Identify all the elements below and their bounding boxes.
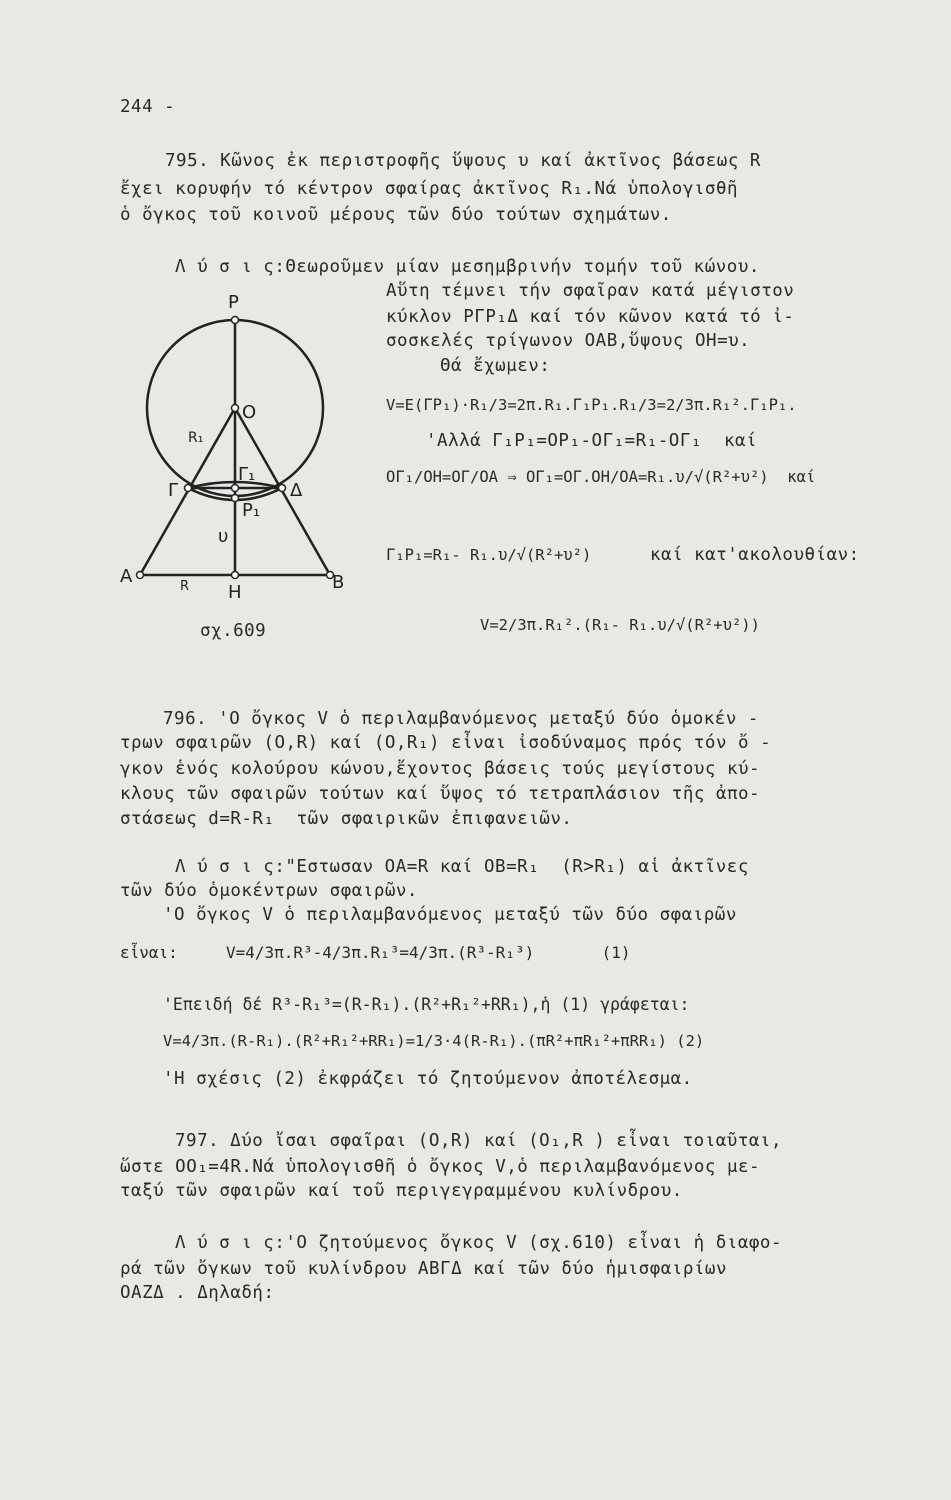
point-h: [232, 572, 239, 579]
problem-796-line-3: γκον ἑνός κολούρου κώνου,ἔχοντος βάσεις τούς μεγίστους κύ-: [120, 759, 761, 779]
problem-796-line-2: τρων σφαιρῶν (Ο,R) καί (Ο,R₁) εἶναι ἰσοδύναμος πρός τόν ὄ -: [120, 733, 772, 753]
solution-796-line-4: εἶναι: V=4/3π.R³-4/3π.R₁³=4/3π.(R³-R₁³) (1): [120, 943, 631, 962]
equation-g1p1: Γ₁Ρ₁=R₁- R₁.υ/√(R²+υ²): [386, 546, 592, 564]
solution-795-line-4: σοσκελές τρίγωνον ΟΑΒ,ὕψους ΟΗ=υ.: [386, 331, 751, 351]
problem-797-line-3: ταξύ τῶν σφαιρῶν καί τοῦ περιγεγραμμένου κυλίνδρου.: [120, 1181, 683, 1201]
label-p1: P₁: [242, 500, 261, 521]
solution-795-line-1: Λ ύ σ ι ς:Θεωροῦμεν μίαν μεσημβρινήν τομήν τοῦ κώνου.: [175, 257, 760, 277]
solution-796-line-1: Λ ύ σ ι ς:"Εστωσαν ΟΑ=R καί ΟΒ=R₁ (R>R₁) αἱ ἀκτῖνες: [175, 857, 749, 877]
label-r1: R₁: [188, 430, 204, 446]
figure-caption: σχ.609: [200, 621, 267, 641]
solution-797-line-1: Λ ύ σ ι ς:'Ο ζητούμενος ὄγκος V (σχ.610) εἶναι ἡ διαφο-: [175, 1233, 782, 1253]
problem-795-line-3: ὁ ὄγκος τοῦ κοινοῦ μέρους τῶν δύο τούτων σχημάτων.: [120, 205, 672, 225]
solution-795-line-5: Θά ἔχωμεν:: [440, 356, 551, 376]
label-upsilon: υ: [218, 526, 229, 547]
label-a: A: [120, 566, 133, 587]
point-a: [137, 572, 144, 579]
point-o: [232, 405, 239, 412]
solution-797-line-3: ΟΑΖΔ . Δηλαδή:: [120, 1283, 275, 1303]
label-r: R: [180, 579, 190, 594]
solution-796-line-6: V=4/3π.(R-R₁).(R²+R₁²+RR₁)=1/3·4(R-R₁).(πR²+πR₁²+πRR₁) (2): [163, 1032, 705, 1050]
problem-796-line-5: στάσεως d=R-R₁ τῶν σφαιρικῶν ἐπιφανειῶν.: [120, 809, 573, 829]
problem-797-line-1: 797. Δύο ἴσαι σφαῖραι (Ο,R) καί (Ο₁,R ) εἶναι τοιαῦται,: [175, 1131, 782, 1151]
point-delta: [279, 485, 286, 492]
problem-796-line-4: κλους τῶν σφαιρῶν τούτων καί ὕψος τό τετραπλάσιον τῆς ἀπο-: [120, 784, 761, 804]
problem-795-line-2: ἔχει κορυφήν τό κέντρον σφαίρας ἀκτῖνος R₁.Νά ὑπολογισθῆ: [120, 179, 739, 199]
label-gamma: Γ: [168, 480, 179, 501]
label-b: B: [332, 572, 345, 593]
figure-609: [118, 290, 358, 610]
equation-final: V=2/3π.R₁².(R₁- R₁.υ/√(R²+υ²)): [480, 616, 760, 634]
equation-volume: V=E(ΓΡ₁)·R₁/3=2π.R₁.Γ₁Ρ₁.R₁/3=2/3π.R₁².Γ₁Ρ₁.: [386, 396, 797, 414]
point-p1: [232, 495, 239, 502]
solution-795-line-2: Αὕτη τέμνει τήν σφαῖραν κατά μέγιστον: [386, 281, 795, 301]
problem-795-line-1: 795. Κῶνος ἐκ περιστροφῆς ὕψους υ καί ἀκτῖνος βάσεως R: [165, 151, 761, 171]
label-p: P: [228, 292, 239, 313]
label-h: H: [228, 582, 242, 603]
problem-796-line-1: 796. 'Ο ὄγκος V ὁ περιλαμβανόμενος μεταξύ δύο ὁμοκέν -: [163, 709, 759, 729]
solution-796-line-7: 'Η σχέσις (2) ἐκφράζει τό ζητούμενον ἀποτέλεσμα.: [163, 1069, 693, 1089]
equation-alla: 'Αλλά Γ₁Ρ₁=ΟΡ₁-ΟΓ₁=R₁-ΟΓ₁ καί: [426, 431, 758, 451]
point-gamma1: [232, 485, 239, 492]
page-number: 244 -: [120, 97, 176, 117]
problem-797-line-2: ὥστε ΟΟ₁=4R.Νά ὑπολογισθῆ ὁ ὄγκος V,ὁ περιλαμβανόμενος με-: [120, 1157, 761, 1177]
solution-797-line-2: ρά τῶν ὄγκων τοῦ κυλίνδρου ΑΒΓΔ καί τῶν δύο ἡμισφαιρίων: [120, 1259, 727, 1279]
label-delta: Δ: [290, 480, 303, 501]
equation-similarity: ΟΓ₁/ΟΗ=ΟΓ/ΟΑ ⇒ ΟΓ₁=ΟΓ.ΟΗ/ΟΑ=R₁.υ/√(R²+υ²) καί: [386, 468, 816, 486]
solution-796-line-3: 'Ο ὄγκος V ὁ περιλαμβανόμενος μεταξύ τῶν δύο σφαιρῶν: [163, 905, 737, 925]
consequently-label: καί κατ'ακολουθίαν:: [650, 545, 860, 565]
point-gamma: [185, 485, 192, 492]
solution-795-line-3: κύκλον ΡΓΡ₁Δ καί τόν κῶνον κατά τό ἰ-: [386, 307, 795, 327]
label-o: O: [242, 402, 257, 423]
solution-796-line-2: τῶν δύο ὁμοκέντρων σφαιρῶν.: [120, 881, 418, 901]
point-p: [232, 317, 239, 324]
label-gamma1: Γ₁: [238, 464, 256, 485]
figure-609-geometry: [140, 318, 330, 575]
solution-796-line-5: 'Επειδή δέ R³-R₁³=(R-R₁).(R²+R₁²+RR₁),ἡ (1) γράφεται:: [163, 995, 690, 1014]
